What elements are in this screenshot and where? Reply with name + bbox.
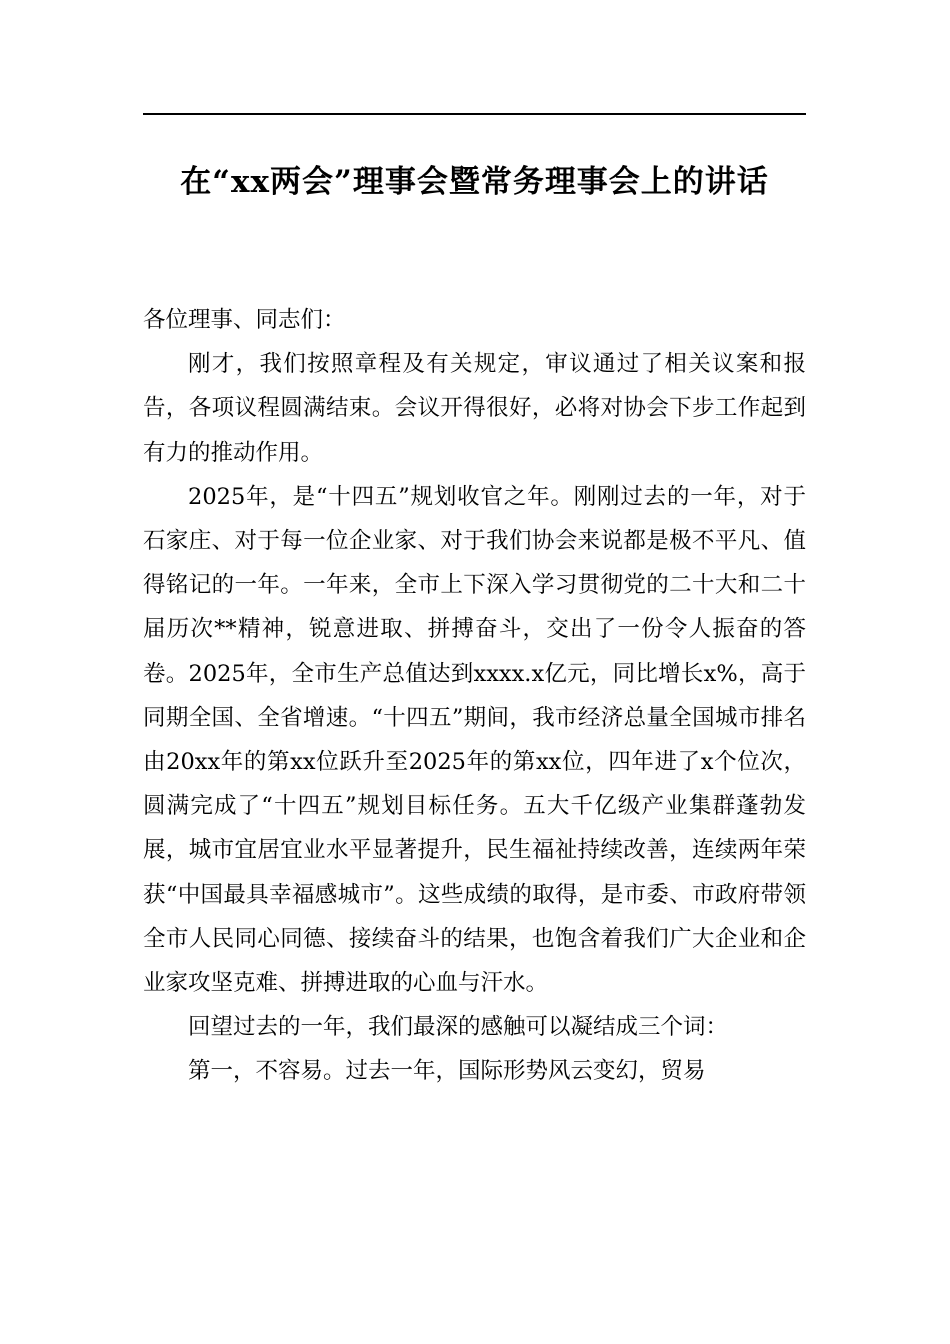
paragraph-1: 刚才，我们按照章程及有关规定，审议通过了相关议案和报告，各项议程圆满结束。会议开得很好，必将对协会下步工作起到有力的推动作用。 [143, 351, 806, 466]
paragraph-2: 2025年，是“十四五”规划收官之年。刚刚过去的一年，对于石家庄、对于每一位企业家、对于我们协会来说都是极不平凡、值得铭记的一年。一年来，全市上下深入学习贯彻党的二十大和二十届历次**精神，锐意进取、拼搏奋斗，交出了一份令人振奋的答卷。2025年，全市生产总值达到xxxx.x亿元，同比增长x%，高于同期全国、全省增速。“十四五”期间，我市经济总量全国城市排名由20xx年的第xx位跃升至2025年的第xx位，四年进了x个位次，圆满完成了“十四五”规划目标任务。五大千亿级产业集群蓬勃发展，城市宜居宜业水平显著提升，民生福祉持续改善，连续两年荣获“中国最具幸福感城市”。这些成绩的取得，是市委、市政府带领全市人民同心同德、接续奋斗的结果，也饱含着我们广大企业和企业家攻坚克难、拼搏进取的心血与汗水。 [143, 483, 806, 997]
document-title: 在“xx两会”理事会暨常务理事会上的讲话 [180, 164, 769, 200]
paragraph-4: 第一，不容易。过去一年，国际形势风云变幻，贸易 [188, 1058, 706, 1085]
header-rule [143, 113, 806, 115]
document-body [143, 298, 806, 1094]
paragraph-3: 回望过去的一年，我们最深的感触可以凝结成三个词： [188, 1014, 729, 1041]
salutation: 各位理事、同志们： [143, 307, 346, 333]
